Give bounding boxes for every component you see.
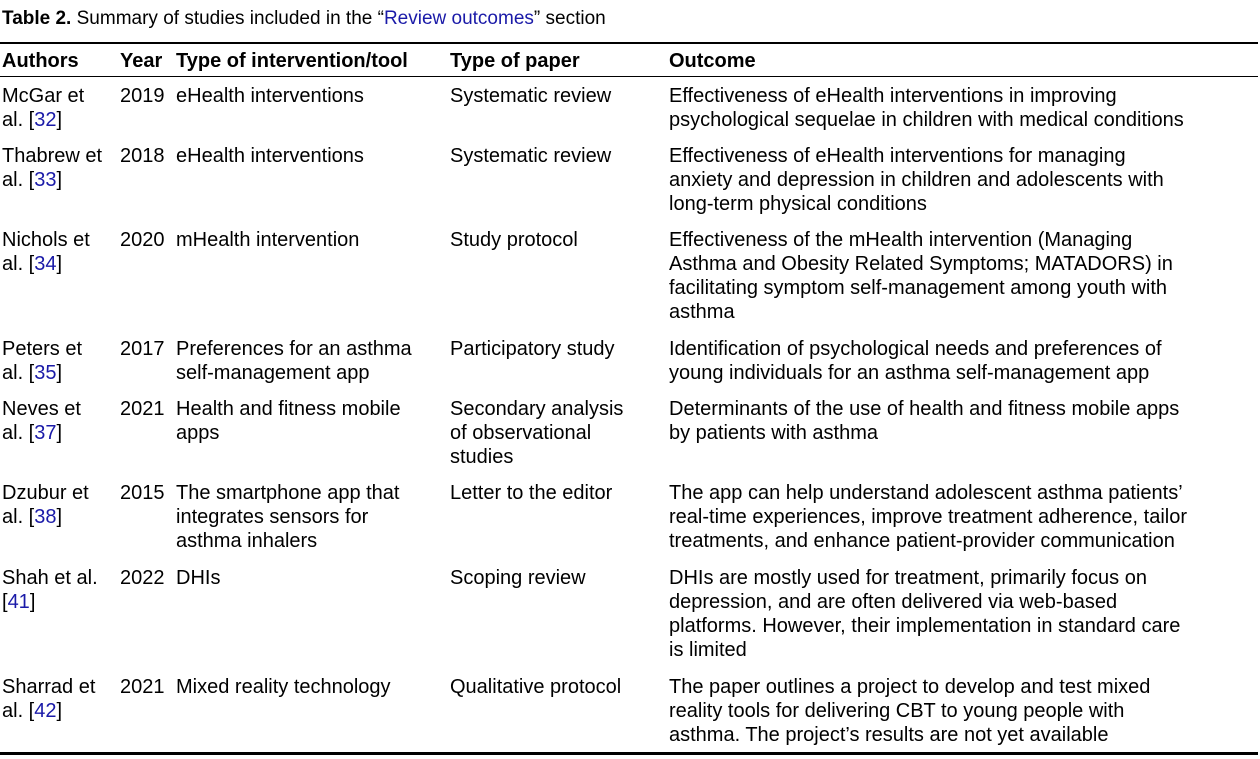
- intervention-line: integrates sensors for: [176, 506, 369, 528]
- authors-text: ]: [56, 422, 63, 444]
- authors-line: Nichols et: [2, 229, 90, 251]
- outcome-line: anxiety and depression in children and adolescents with: [669, 169, 1164, 191]
- cell-year: 2022: [120, 567, 165, 589]
- cell-intervention: [176, 481, 446, 553]
- outcome-line: asthma: [669, 301, 735, 323]
- intervention-line: Mixed reality technology: [176, 676, 391, 698]
- authors-line: Neves et: [2, 398, 81, 420]
- cell-authors: [2, 337, 118, 385]
- reference-link[interactable]: 34: [34, 253, 57, 275]
- intervention-line: mHealth intervention: [176, 229, 360, 251]
- cell-authors: [2, 144, 118, 192]
- cell-paper-type: [450, 566, 665, 590]
- intervention-line: DHIs: [176, 567, 221, 589]
- cell-year: 2017: [120, 338, 165, 360]
- intervention-line: eHealth interventions: [176, 145, 364, 167]
- authors-line: Shah et al.: [2, 567, 98, 589]
- table-header-rule: [0, 76, 1258, 77]
- authors-text: al. [: [2, 422, 35, 444]
- outcome-line: The paper outlines a project to develop and test mixed: [669, 676, 1151, 698]
- authors-line: Sharrad et: [2, 676, 96, 698]
- outcome-line: platforms. However, their implementation in standard care: [669, 615, 1181, 637]
- reference-link[interactable]: 33: [34, 169, 57, 191]
- reference-link[interactable]: 37: [34, 422, 57, 444]
- cell-intervention: [176, 228, 446, 252]
- cell-paper-type: [450, 144, 665, 168]
- authors-text: ]: [29, 591, 36, 613]
- outcome-line: Effectiveness of the mHealth intervention (Managing: [669, 229, 1133, 251]
- header-authors: Authors: [2, 50, 79, 72]
- authors-text: al. [: [2, 253, 35, 275]
- table-caption: [2, 7, 606, 31]
- cell-year: 2021: [120, 676, 165, 698]
- outcome-line: long-term physical conditions: [669, 193, 927, 215]
- authors-text: al. [: [2, 362, 35, 384]
- authors-line: Thabrew et: [2, 145, 103, 167]
- outcome-line: young individuals for an asthma self-management app: [669, 362, 1150, 384]
- authors-line: Dzubur et: [2, 482, 89, 504]
- cell-paper-type: [450, 675, 665, 699]
- intervention-line: Health and fitness mobile: [176, 398, 401, 420]
- outcome-line: Identification of psychological needs and preferences of: [669, 338, 1162, 360]
- paper-type-line: Participatory study: [450, 338, 615, 360]
- authors-citation-line: [2, 168, 118, 192]
- cell-year: 2018: [120, 145, 165, 167]
- intervention-line: self-management app: [176, 362, 370, 384]
- cell-year: 2015: [120, 482, 165, 504]
- paper-type-line: studies: [450, 446, 514, 468]
- outcome-line: asthma. The project’s results are not yet available: [669, 724, 1109, 746]
- authors-text: al. [: [2, 506, 35, 528]
- authors-citation-line: [2, 699, 118, 723]
- cell-authors: [2, 481, 118, 529]
- header-year: Year: [120, 50, 163, 72]
- table-top-rule: [0, 42, 1258, 44]
- authors-citation-line: [2, 108, 118, 132]
- outcome-line: psychological sequelae in children with medical conditions: [669, 109, 1184, 131]
- cell-outcome: [669, 675, 1258, 747]
- paper-type-line: of observational: [450, 422, 592, 444]
- cell-intervention: [176, 397, 446, 445]
- cell-paper-type: [450, 337, 665, 361]
- cell-outcome: [669, 228, 1258, 324]
- cell-outcome: [669, 566, 1258, 662]
- outcome-line: DHIs are mostly used for treatment, primarily focus on: [669, 567, 1147, 589]
- caption-text-before: Summary of studies included in the “: [71, 8, 384, 29]
- cell-authors: [2, 675, 118, 723]
- cell-authors: [2, 397, 118, 445]
- cell-outcome: [669, 397, 1258, 445]
- intervention-line: eHealth interventions: [176, 85, 364, 107]
- authors-text: ]: [56, 253, 63, 275]
- authors-citation-line: [2, 505, 118, 529]
- cell-outcome: [669, 144, 1258, 216]
- cell-year: 2019: [120, 85, 165, 107]
- cell-outcome: [669, 481, 1258, 553]
- outcome-line: by patients with asthma: [669, 422, 878, 444]
- authors-line: McGar et: [2, 85, 85, 107]
- authors-line: Peters et: [2, 338, 83, 360]
- cell-paper-type: [450, 84, 665, 108]
- cell-year: 2020: [120, 229, 165, 251]
- header-outcome: Outcome: [669, 50, 756, 72]
- cell-paper-type: [450, 397, 665, 469]
- cell-outcome: [669, 84, 1258, 132]
- cell-authors: [2, 566, 118, 614]
- cell-paper-type: [450, 481, 665, 505]
- intervention-line: The smartphone app that: [176, 482, 400, 504]
- paper-type-line: Systematic review: [450, 85, 612, 107]
- caption-text-after: ” section: [533, 8, 606, 29]
- table-bottom-rule: [0, 752, 1258, 755]
- authors-text: ]: [56, 362, 63, 384]
- outcome-line: Effectiveness of eHealth interventions for managing: [669, 145, 1126, 167]
- authors-text: ]: [56, 700, 63, 722]
- outcome-line: facilitating symptom self-management among youth with: [669, 277, 1168, 299]
- cell-intervention: [176, 675, 446, 699]
- table-label: Table 2.: [2, 8, 72, 29]
- reference-link[interactable]: 42: [34, 700, 57, 722]
- reference-link[interactable]: 41: [7, 591, 30, 613]
- intervention-line: asthma inhalers: [176, 530, 318, 552]
- review-outcomes-link[interactable]: Review outcomes: [383, 8, 534, 29]
- cell-intervention: [176, 144, 446, 168]
- cell-authors: [2, 84, 118, 132]
- outcome-line: The app can help understand adolescent asthma patients’: [669, 482, 1183, 504]
- cell-intervention: [176, 337, 446, 385]
- authors-text: al. [: [2, 169, 35, 191]
- outcome-line: depression, and are often delivered via web-based: [669, 591, 1118, 613]
- outcome-line: Effectiveness of eHealth interventions in improving: [669, 85, 1117, 107]
- authors-text: ]: [56, 169, 63, 191]
- authors-text: [: [2, 591, 8, 613]
- authors-text: ]: [56, 506, 63, 528]
- outcome-line: Determinants of the use of health and fitness mobile apps: [669, 398, 1180, 420]
- outcome-line: is limited: [669, 639, 747, 661]
- reference-link[interactable]: 38: [34, 506, 57, 528]
- authors-text: ]: [56, 109, 63, 131]
- authors-text: al. [: [2, 109, 35, 131]
- cell-authors: [2, 228, 118, 276]
- outcome-line: real-time experiences, improve treatment adherence, tailor: [669, 506, 1188, 528]
- header-intervention: Type of intervention/tool: [176, 50, 408, 72]
- outcome-line: treatments, and enhance patient-provider communication: [669, 530, 1175, 552]
- authors-text: al. [: [2, 700, 35, 722]
- cell-intervention: [176, 84, 446, 108]
- authors-citation-line: [2, 252, 118, 276]
- reference-link[interactable]: 35: [34, 362, 57, 384]
- intervention-line: apps: [176, 422, 220, 444]
- authors-citation-line: [2, 361, 118, 385]
- paper-type-line: Systematic review: [450, 145, 612, 167]
- paper-type-line: Secondary analysis: [450, 398, 624, 420]
- cell-year: 2021: [120, 398, 165, 420]
- reference-link[interactable]: 32: [34, 109, 57, 131]
- outcome-line: reality tools for delivering CBT to young people with: [669, 700, 1125, 722]
- paper-type-line: Letter to the editor: [450, 482, 613, 504]
- outcome-line: Asthma and Obesity Related Symptoms; MATADORS) in: [669, 253, 1173, 275]
- cell-outcome: [669, 337, 1258, 385]
- cell-intervention: [176, 566, 446, 590]
- cell-paper-type: [450, 228, 665, 252]
- intervention-line: Preferences for an asthma: [176, 338, 412, 360]
- authors-citation-line: [2, 421, 118, 445]
- header-paper-type: Type of paper: [450, 50, 580, 72]
- paper-type-line: Qualitative protocol: [450, 676, 622, 698]
- paper-type-line: Scoping review: [450, 567, 586, 589]
- paper-type-line: Study protocol: [450, 229, 578, 251]
- authors-citation-line: [2, 590, 118, 614]
